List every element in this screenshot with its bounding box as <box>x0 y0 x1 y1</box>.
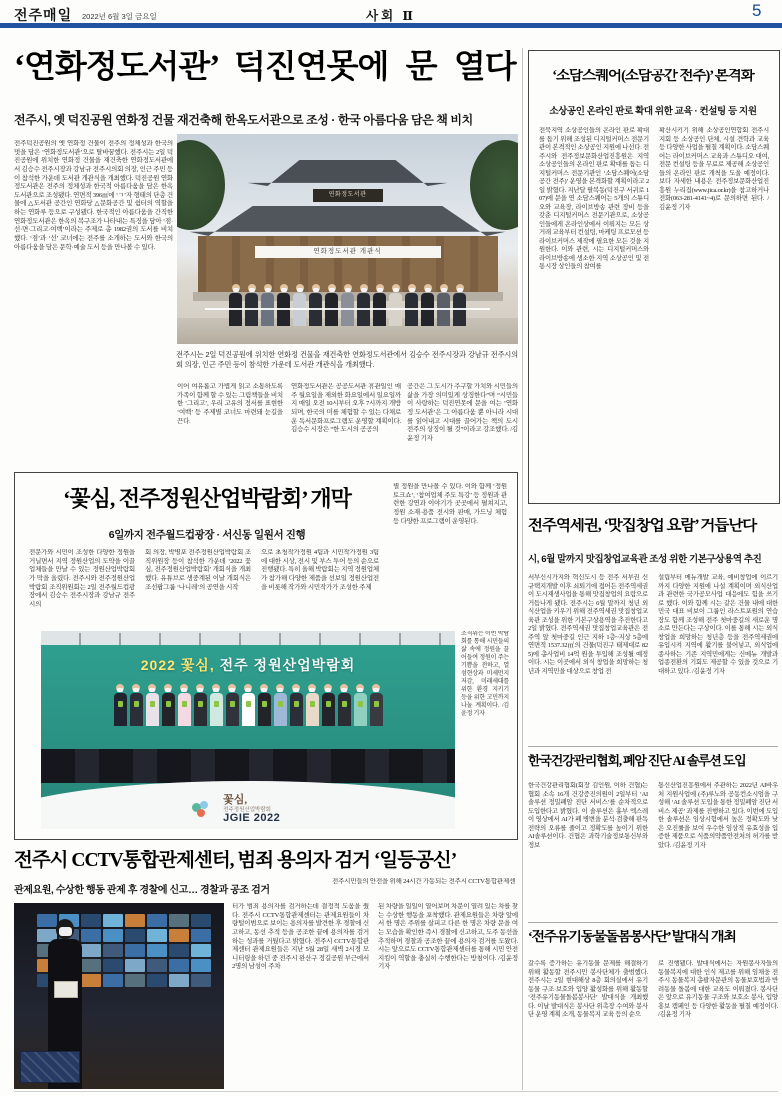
masthead-paper-name: 전주매일 <box>14 7 73 23</box>
logo-script-text: 꽃심, <box>223 793 248 806</box>
cctv-photo <box>14 903 224 1089</box>
cctv-subhead: 관제요원, 수상한 행동 관제 후 경찰에 신고… 경찰과 공조 검거 <box>14 885 270 896</box>
green-cup <box>230 701 235 707</box>
garden-column-1: 전문가와 시민이 조성한 다양한 정원을 거닐면서 지역 정원산업의 도약을 이끌 업체들을 만날 수 있는 정원산업박람회가 막을 올렸다. 전주시와 전주정원산업박람회 조직위원회는 2일 전주월드컵광장에서 김승수 전주시장과 강남규 전주시의 <box>29 549 135 608</box>
gunhyup-headline: 한국건강관리협회, 폐암 진단 AI 솔루션 도입 <box>528 754 746 768</box>
expo-logo <box>223 791 280 825</box>
volunteer-headline: ‘전주유기동물돌봄봉사단’ 발대식 개최 <box>528 930 736 945</box>
expo-logo-flower <box>190 801 216 821</box>
masthead-date: 2022년 6월 3일 금요일 <box>82 12 157 21</box>
green-cup <box>358 701 363 707</box>
person-figure <box>146 693 159 726</box>
monitor-tile <box>81 929 101 942</box>
bottom-rule <box>14 1091 778 1092</box>
green-cup <box>374 701 379 707</box>
monitor-tile <box>169 929 189 942</box>
monitor-tile <box>103 974 123 987</box>
monitor-tile <box>103 914 123 927</box>
masthead-rule <box>0 23 782 28</box>
monitor-tile <box>81 914 101 927</box>
green-cup <box>262 701 267 707</box>
sodam-column-1: 전북지역 소상공인들의 온라인 판로 확대를 돕기 위해 조성된 디지털커머스 전문기관이 본격적인 소상공인 지원에 나선다. 전주시와 전주정보문화산업진흥원은 지역 소상공인들의 온라인 판로 확대를 돕는 디지털커머스 전문기관인 ‘소담스퀘어(소담공간 전주)’ 운영을 본격화할 계획이라고 2일 밝혔다. 지난달 팔복동(덕진구 서귀로 107)에 문을 연 소담스퀘어는 5개의 스튜디오와 교육장, 라이브방송 관련 장비 등을 갖춘 디지털커머스 전문기관으로, 소상공인들에게 온라인상에서 이뤄지는 모든 상거래 교육부터 컨설팅, 마케팅 프로모션 등 라이브커머스 제작에 필요한 모든 것을 지원한다. 이와 관련, 시는 디지털커머스와 라이브방송에 생소한 지역 소상공인 및 전통시장 상인들의 참여를 <box>539 127 649 271</box>
monitor-tile <box>191 974 211 987</box>
monitor-tile <box>169 959 189 972</box>
person-figure <box>338 693 351 726</box>
certificate <box>54 981 78 998</box>
monitor-tile <box>169 914 189 927</box>
sidebar-divider-2 <box>528 922 778 923</box>
green-cup <box>278 701 283 707</box>
green-cup <box>182 701 187 707</box>
monitor-tile <box>125 974 145 987</box>
expo-people-row <box>41 693 455 726</box>
expo-banner-main: 전주 정원산업박람회 <box>214 657 356 673</box>
person-figure <box>130 693 143 726</box>
garden-column-2: 회 의장, 박병포 전주정원산업박람회 조직위원장 등이 참석한 가운데 ‘2022 꽃심, 전주정원산업박람회’ 개회식을 개최했다. 유튜브로 생중계된 이날 개회식은 조선팝그룹 ‘나니레’의 공연을 시작 <box>145 549 251 591</box>
hanok-sign: 연화정도서관 <box>313 189 383 202</box>
garden-subhead: 6일까지 전주월드컵광장 · 서신동 일원서 진행 <box>108 529 306 541</box>
sodam-article-box <box>528 50 780 504</box>
monitor-tile <box>191 944 211 957</box>
sodam-column-2: 확산시키기 위해 소상공인연합회 전주시지회 등 소상공인 단체, 시설 견학과 교육 등 다양한 사업을 펼칠 계획이다. 소담스퀘어는 라이브커머스 교육과 스튜디오 대여, 전문 컨설팅 등을 무료로 제공해 소상공인들의 온라인 판로 개척을 도울 예정이다. 보다 자세한 내용은 전주정보문화산업진흥원 누리집(www.jica.or.kr)을 참고하거나 전화(063-281-4141~4)로 문의하면 된다. /김윤정 기자 <box>659 127 769 211</box>
green-cup <box>198 701 203 707</box>
ribbon <box>205 308 490 310</box>
green-cup <box>134 701 139 707</box>
garden-right-column: 별 정원을 만나볼 수 있다. 이와 함께 ‘정원 토크쇼’, ‘참여업체 주도 특강’ 등 정원과 관련한 강연과 이야기가 곳곳에서 펼쳐지고, 정원 소재·용품 전시와 판매, 가드닝 체험 등 다양한 프로그램이 운영된다. <box>393 483 507 525</box>
green-cup <box>214 701 219 707</box>
cctv-intro: 전주시민들의 안전을 위해 24시간 가동되는 전주시 CCTV통합관제센 <box>332 878 516 885</box>
lead-subhead: 전주시, 옛 덕진공원 연화정 건물 재건축해 한옥도서관으로 조성 · 한국 아름다움 담은 책 비치 <box>14 113 473 127</box>
station-column-2: 설립부터 메뉴개발 교육, 예비창업에 이르기까지 다양한 지원에 나설 계획이며 외식산업과 관련한 국가공모사업 대응에도 힘을 쓰기로 했다. 이와 함께 시는 같은 건물 내에 대한민국 대표 비보이 그룹인 라스트포원의 연습장도 함께 조성해 전주 첫마중길의 새로운 명소로 만든다는 구상이다. 이를 통해 시는 외식 창업을 희망하는 청년층 등을 전주역세권에 유입시켜 지역에 활기를 불어넣고, 외식업에 종사하는 기존 지역민에게는 신메뉴 개발과 업종전환의 기회도 제공할 수 있을 것으로 기대하고 있다. /김윤정 기자 <box>658 574 778 675</box>
volunteer-column-2: 로 진행됐다. 발대식에서는 자원봉사자들의 동물복지에 대한 인식 제고를 위해 임채웅 전주시 동물복지 총괄자문관의 동물보호법과 반려동물 돌봄에 대한 교육도 이뤄졌다. 봉사단은 앞으로 유기동물 구조와 보호소 봉사, 입양 홍보 캠페인 등 다양한 활동을 펼칠 예정이다. /김윤정 기자 <box>658 960 778 1019</box>
sodam-headline: ‘소담스퀘어(소담공간 전주)’ 본격화 <box>552 69 754 84</box>
logo-small-text: 전주정원산업박람회 <box>223 806 271 813</box>
garden-column-3: 으로 초청작가정원 4팀과 시민작가정원 3팀에 대한 시상, 전시 및 부스 투어 등의 순으로 진행됐다. 특히 올해 박람회는 지역 정원업체가 참가해 다양한 제품을 선보일 정원산업전을 비롯해 작가와 시민작가가 조성한 주제 <box>261 549 379 591</box>
monitor-tile <box>125 959 145 972</box>
monitor-tile <box>147 944 167 957</box>
monitor-tile <box>147 974 167 987</box>
green-cup <box>150 701 155 707</box>
person-figure <box>226 693 239 726</box>
masthead-section: 사회 Ⅱ <box>366 9 416 23</box>
green-cup <box>342 701 347 707</box>
monitor-tile <box>103 959 123 972</box>
station-subhead: 시, 6월 말까지 맛집창업교육관 조성 위한 기본구상용역 추진 <box>528 554 762 565</box>
person-figure <box>114 693 127 726</box>
monitor-tile <box>191 929 211 942</box>
lead-column-3: 연화정도서관은 공공도서관 휴관일인 매주 월요일을 제외한 화요일에서 일요일까지 매일 오전 10시부터 오후 7시까지 개방되며, 한국의 미를 체험할 수 있는 다채로운 독서문화프로그램도 운영할 계획이다. 김승수 시장은 “한 도시의 공공의 <box>291 383 401 434</box>
person-figure <box>178 693 191 726</box>
green-cup <box>166 701 171 707</box>
logo-dot-red <box>197 809 205 817</box>
monitor-tile <box>147 914 167 927</box>
monitor-tile <box>81 944 101 957</box>
logo-jgie-text: JGIE 2022 <box>223 812 281 825</box>
monitor-tile <box>125 929 145 942</box>
person-figure <box>162 693 175 726</box>
opening-banner: 연화정도서관 개관식 <box>255 246 441 258</box>
station-column-1: 서부신시가지와 혁신도시 등 전주 서부권 신규택지개발 이후 쇠퇴기에 접어든 전주역세권이 도시재생사업을 통해 맛집창업의 요람으로 거듭나게 됐다. 전주시는 6월 말까지 청년 외식산업을 키우기 위해 전주역세권 맛집창업교육관 조성을 위한 기본구상용역을 추진한다고 2일 밝혔다. 전주역세권 맛집창업교육관은 전주역 앞 첫마중길 인근 지하 1층~지상 5층에 연면적 1537.32㎡의 건물(덕진구 태제대로 825)에 총사업비 14억 원을 투입해 조성될 예정이다. 시는 이곳에서 외식 창업을 희망하는 청년과 지역민을 대상으로 창업 전 <box>528 574 648 675</box>
person-figure <box>274 693 287 726</box>
monitor-tile <box>191 959 211 972</box>
monitor-tile <box>191 914 211 927</box>
person-figure <box>242 693 255 726</box>
garden-headline: ‘꽃심, 전주정원산업박람회’ 개막 <box>63 487 351 511</box>
lead-column-4: 공간은 그 도시가 추구할 가치와 시민들의 삶을 가장 의미있게 상징한다”며 “시민들이 사랑하는 덕진연못에 문을 여는 ‘연화정 도서관’은 그 아름다움 뿐 아니라 시대를 읽어내고 시대를 끌어가는 책의 도시 전주의 상징이 될 것”이라고 강조했다. /김윤정 기자 <box>407 383 518 442</box>
monitor-tile <box>169 944 189 957</box>
green-cup <box>294 701 299 707</box>
lead-photo-caption: 전주시는 2일 덕진공원에 위치한 연화정 건물을 재건축한 연화정도서관에서 김승수 전주시장과 강남규 전주시의회 의장, 인근 주민 등이 참석한 가운데 도서관 개관식을 개최했다. <box>176 350 518 370</box>
cctv-column-1: 터가 범죄 용의자를 검거하는데 결정적 도움을 줬다. 전주시 CCTV통합관제센터는 관제요원들이 차량털이범으로 보이는 용의자를 발견한 후 경찰에 신고하고, 동선 추적 등을 공조한 끝에 용의자를 검거하는 성과를 거뒀다고 밝혔다. 전주시 CCTV통합관제센터 관제요원들은 지난 5월 28일 새벽 2시경 모니터링을 하던 중 전주시 완산구 정길공원 부근에서 2명의 남성이 주차 <box>232 903 369 971</box>
gunhyup-column-2: 통신산업진흥원에서 주관하는 2022년 AI바우처 지원사업에 (주)루노와 공동컨소시엄을 구성해 ‘AI 솔루션 도입을 통한 정밀폐암 진단 서비스 제공’ 과제를 진행하고 있다. 이번에 도입한 솔루션은 임상시험에서 높은 정확도와 낮은 오진률을 보여 우수한 임상적 유효성을 입증한 제품으로 식품의약품안전처의 허가를 받았다. /김윤정 기자 <box>658 782 778 849</box>
monitor-tile <box>81 959 101 972</box>
expo-banner-text <box>41 655 455 675</box>
sodam-subhead: 소상공인 온라인 판로 확대 위한 교육 · 컨설팅 등 지원 <box>549 106 757 117</box>
ceremony-photo <box>177 134 518 344</box>
expo-banner-prefix: 2022 꽃심, <box>140 657 215 673</box>
garden-side-column: 조직위는 이번 박람회를 통해 시민들의 삶 속에 정원을 끌어들여 정원이 주는 기쁨을 전하고, 열섬현상과 미세먼지 저감, 미래세대를 위한 환경 지키기 등을 위한 고민까지 나눌 계획이다. /김윤정 기자 <box>461 631 509 717</box>
gift-box <box>20 1051 80 1083</box>
cctv-column-2: 된 차량을 일일이 열어보며 차문이 열려 있는 차를 찾는 수상한 행동을 포착했다. 관제요원들은 차량 앞에서 한 명은 주위를 살피고 다른 한 명은 차량 문을 여는 모습을 확인한 즉시 경찰에 신고하고, 도주 동선을 추적하며 경찰과 공조한 끝에 용의자 검거를 도왔다. 시는 앞으로도 CCTV통합관제센터를 통해 시민 안전 지킴이 역할을 충실히 수행한다는 방침이다. /김윤정 기자 <box>378 903 518 971</box>
lead-column-1: 전주덕진공원의 옛 연화정 건물이 전주의 정체성과 한국의 멋을 담은 ‘연화정도서관’으로 탈바꿈했다. 전주시는 2일 덕진공원에 위치한 연화정 건물을 재건축한 연화정도서관에서 김승수 전주시장과 강남규 전주시의회 의장, 인근 주민 등이 참석한 가운데 도서관 개관식을 개최했다. 덕진공원 연화정도서관은 전주의 정체성과 한국적 아름다움을 담은 한옥도서관으로 조성됐다. 연면적 396㎡에 ‘ㄱ’자 형태의 단층 건물에 △도서관 공간인 연화당 △문화공간 및 쉼터의 역할을 하는 연화루 등으로 구성됐다. 한국적인 아름다움을 간직한 연화정도서관은 한옥의 복구조가 나타내는 특징을 담아 ‘점·선·면·그리고·여백’이라는 주제로 총 1982권의 도서를 비치했다. ‘점’과 ‘선’ 코너에는 전주를 소개하는 도서와 한국의 아름다움을 담은 문학·예술 도서 등을 만나볼 수 있다. <box>14 140 173 251</box>
expo-photo <box>41 631 455 829</box>
person-figure <box>194 693 207 726</box>
monitor-tile <box>147 959 167 972</box>
lead-column-2: 이어 여유롭고 가볍게 읽고 소통하도록 가족이 함께 할 수 있는 그림책들을 비치한 ‘그리고’, 우리 고유의 정서를 표현한 ‘여백’ 등 주제별 코너도 마련돼 눈길을 끈다. <box>177 383 283 425</box>
monitor-tile <box>147 929 167 942</box>
cctv-headline: 전주시 CCTV통합관제센터, 범죄 용의자 검거 ‘일등공신’ <box>14 850 457 871</box>
lead-headline: ‘연화정도서관’ 덕진연못에 문 열다 <box>14 50 516 85</box>
logo-dot-blue <box>200 801 208 809</box>
vertical-divider <box>522 48 523 1090</box>
person-figure <box>370 693 383 726</box>
green-cup <box>118 701 123 707</box>
monitor-tile <box>81 974 101 987</box>
garden-expo-article-box <box>14 472 518 840</box>
station-headline: 전주역세권, ‘맛집창업 요람’ 거듭난다 <box>528 518 757 534</box>
gunhyup-column-1: 한국건강관리협회(회장 김인원, 이하 건협)는 협회 소속 16개 건강증진의원이 2일부터 ‘AI 솔루션 정밀폐암 진단 서비스’를 순차적으로 도입한다고 밝혔다. 이 솔루션은 흉부 엑스레이 영상에서 AI가 폐 병변을 분석·검출해 판독 전략의 오류를 줄이고 정확도를 높이기 위한 AI솔루션이다. 건협은 과학기술정보통신부와 정보 <box>528 782 648 849</box>
person-figure <box>306 693 319 726</box>
green-cup <box>310 701 315 707</box>
sidebar-divider-1 <box>528 746 778 747</box>
volunteer-column-1: 갈수록 증가하는 유기동물 문제를 해결하기 위해 활동할 전주시민 봉사단체가 출범했다. 전주시는 2일 현대해상 8층 회의실에서 유기동물 구조·보호와 입양 활성화를 위해 활동할 ‘전주유기동물돌봄봉사단’ 발대식을 개최했다. 이날 발대식은 봉사단 위촉장 수여와 봉사단 운영 계획 소개, 동물복지 교육 등의 순으 <box>528 960 648 1019</box>
stage-speakers <box>41 749 455 783</box>
person-figure <box>258 693 271 726</box>
monitor-tile <box>169 974 189 987</box>
monitor-tile <box>103 944 123 957</box>
stage-truss <box>41 633 455 645</box>
person-figure <box>210 693 223 726</box>
monitor-tile <box>125 944 145 957</box>
monitor-tile <box>37 914 57 927</box>
green-cup <box>326 701 331 707</box>
person-figure <box>322 693 335 726</box>
monitor-tile <box>103 929 123 942</box>
monitor-tile <box>125 914 145 927</box>
masthead-page-number: 5 <box>752 1 762 20</box>
green-cup <box>246 701 251 707</box>
person-figure <box>290 693 303 726</box>
person-figure <box>354 693 367 726</box>
